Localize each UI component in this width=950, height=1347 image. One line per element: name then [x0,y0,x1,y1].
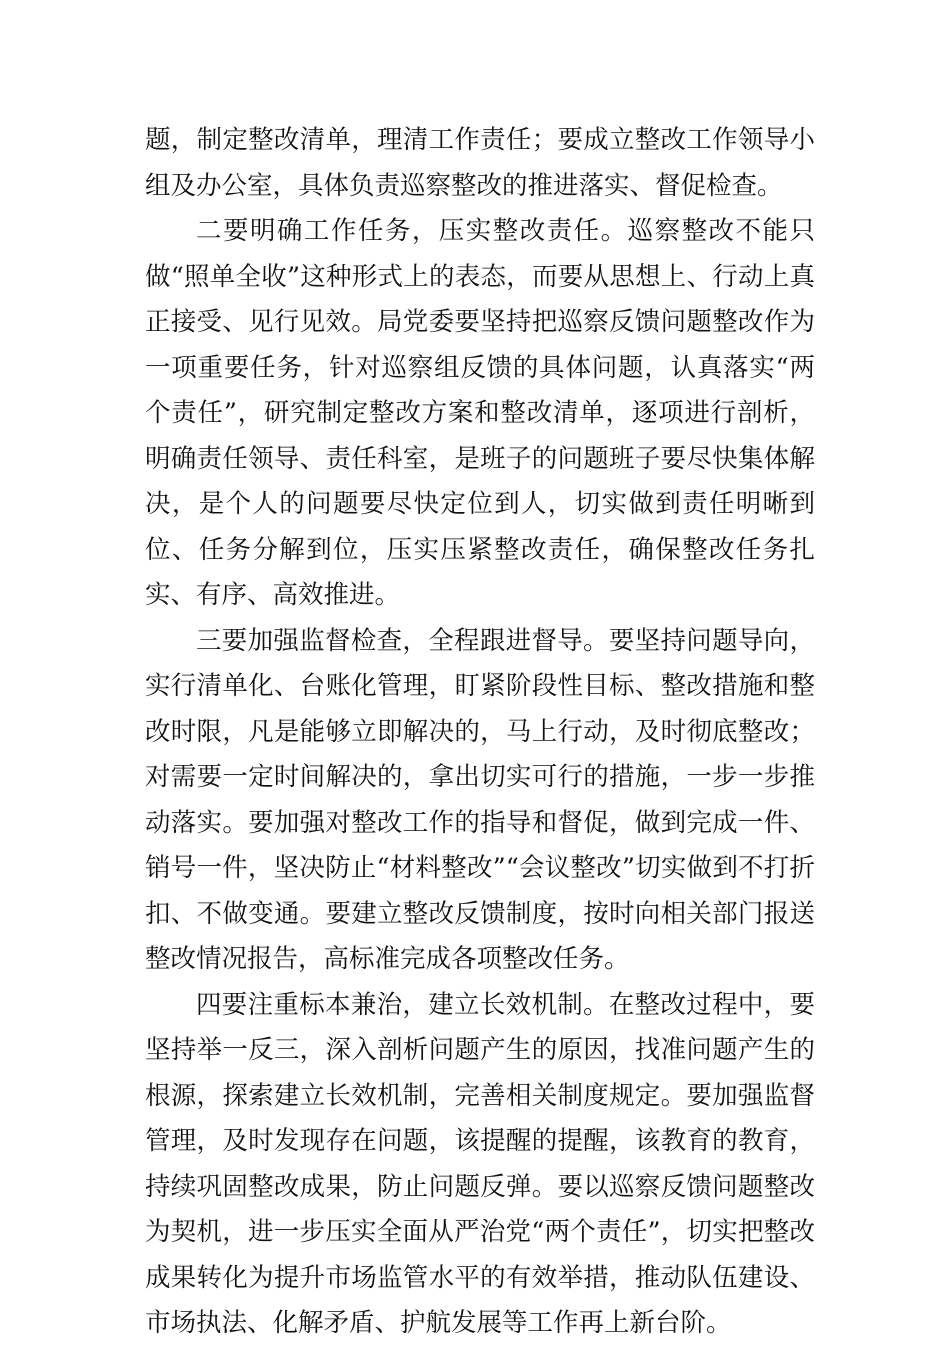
paragraph-task-responsibility: 二要明确工作任务，压实整改责任。巡察整改不能只做“照单全收”这种形式上的表态，而要从思想上、行动上真正接受、见行见效。局党委要坚持把巡察反馈问题整改作为一项重要任务，针对巡察组反馈的具体问题，认真落实“两个责任”，研究制定整改方案和整改清单，逐项进行剖析，明确责任领导、责任科室，是班子的问题班子要尽快集体解决，是个人的问题要尽快定位到人，切实做到责任明晰到位、任务分解到位，压实压紧整改责任，确保整改任务扎实、有序、高效推进。 [145,216,815,610]
paragraph-supervision-inspection: 三要加强监督检查，全程跟进督导。要坚持问题导向，实行清单化、台账化管理，盯紧阶段性目标、整改措施和整改时限，凡是能够立即解决的，马上行动，及时彻底整改；对需要一定时间解决的，拿出切实可行的措施，一步一步推动落实。要加强对整改工作的指导和督促，做到完成一件、销号一件，坚决防止“材料整改”“会议整改”切实做到不打折扣、不做变通。要建立整改反馈制度，按时向相关部门报送整改情况报告，高标准完成各项整改任务。 [145,625,815,974]
paragraph-long-term-mechanism: 四要注重标本兼治，建立长效机制。在整改过程中，要坚持举一反三，深入剖析问题产生的原因，找准问题产生的根源，探索建立长效机制，完善相关制度规定。要加强监督管理，及时发现存在问题，该提醒的提醒，该教育的教育，持续巩固整改成果，防止问题反弹。要以巡察反馈问题整改为契机，进一步压实全面从严治党“两个责任”，切实把整改成果转化为提升市场监管水平的有效举措，推动队伍建设、市场执法、化解矛盾、护航发展等工作再上新台阶。 [145,989,815,1338]
document-body [145,118,815,1347]
paragraph-continued: 题，制定整改清单，理清工作责任；要成立整改工作领导小组及办公室，具体负责巡察整改的推进落实、督促检查。 [145,125,815,201]
